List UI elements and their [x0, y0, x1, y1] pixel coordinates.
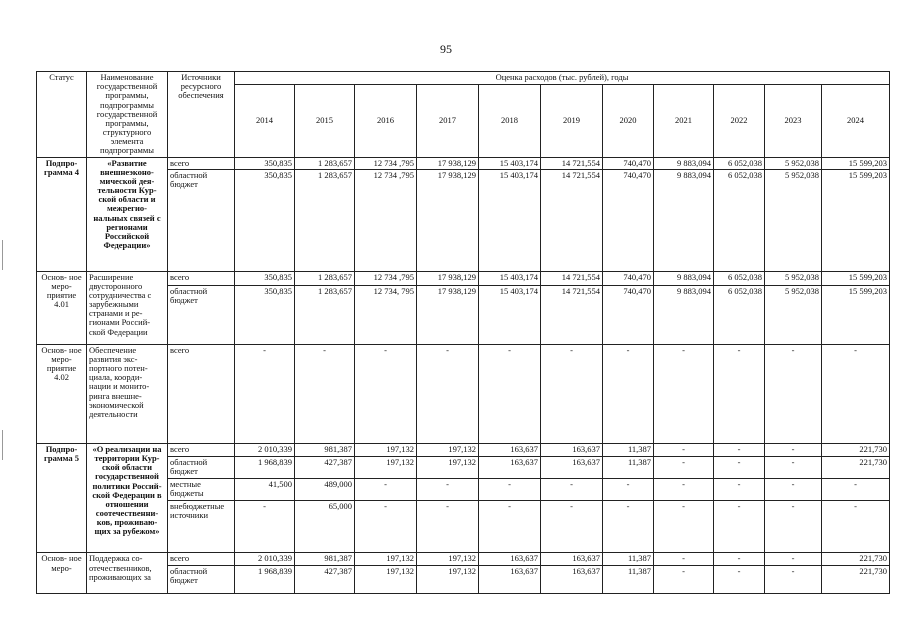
header-year: 2023	[765, 84, 822, 157]
value-cell: -	[479, 478, 541, 500]
value-cell: 65,000	[295, 501, 355, 553]
value-cell: -	[479, 501, 541, 553]
value-cell: 2 010,339	[235, 443, 295, 456]
value-cell: -	[417, 501, 479, 553]
value-cell: 41,500	[235, 478, 295, 500]
row-name: Обеспечение развития экс- портного потен- циала, коорди- нации и монито- ринга внешне- экономической деятельности	[87, 344, 168, 443]
table-row	[37, 157, 890, 170]
header-sources: Источники ресурсного обеспечения	[168, 72, 235, 158]
value-cell: 15 599,203	[822, 170, 890, 271]
value-cell: 1 283,657	[295, 271, 355, 286]
value-cell: 14 721,554	[541, 286, 603, 344]
value-cell: 14 721,554	[541, 271, 603, 286]
value-cell: 221,730	[822, 553, 890, 566]
row-status: Основ- ное меро- приятие 4.01	[37, 271, 87, 344]
row-source: внебюджетные источники	[168, 501, 235, 553]
value-cell: -	[765, 456, 822, 478]
value-cell: -	[714, 478, 765, 500]
value-cell: 163,637	[479, 456, 541, 478]
value-cell: -	[355, 344, 417, 443]
value-cell: -	[603, 501, 654, 553]
row-source: областной бюджет	[168, 170, 235, 271]
table-row	[37, 443, 890, 456]
value-cell: 197,132	[417, 566, 479, 594]
value-cell: 163,637	[541, 456, 603, 478]
value-cell: 5 952,038	[765, 170, 822, 271]
scan-edge-mark	[2, 240, 3, 270]
row-status: Подпро- грамма 5	[37, 443, 87, 552]
value-cell: 1 283,657	[295, 157, 355, 170]
value-cell: 2 010,339	[235, 553, 295, 566]
value-cell: 740,470	[603, 170, 654, 271]
value-cell: 9 883,094	[654, 157, 714, 170]
value-cell: 489,000	[295, 478, 355, 500]
value-cell: -	[654, 478, 714, 500]
value-cell: 197,132	[355, 456, 417, 478]
header-name: Наименование государственной программы, подпрограммы государственной программы, структурного элемента подпрограммы	[87, 72, 168, 158]
value-cell: -	[765, 553, 822, 566]
value-cell: -	[603, 478, 654, 500]
value-cell: 17 938,129	[417, 271, 479, 286]
value-cell: 163,637	[479, 566, 541, 594]
value-cell: -	[765, 443, 822, 456]
row-source: местные бюджеты	[168, 478, 235, 500]
value-cell: 163,637	[541, 566, 603, 594]
value-cell: 6 052,038	[714, 170, 765, 271]
value-cell: -	[541, 478, 603, 500]
value-cell: 740,470	[603, 157, 654, 170]
value-cell: 15 403,174	[479, 286, 541, 344]
row-source: всего	[168, 157, 235, 170]
header-year: 2021	[654, 84, 714, 157]
value-cell: -	[714, 566, 765, 594]
value-cell: -	[714, 501, 765, 553]
row-status: Подпро- грамма 4	[37, 157, 87, 271]
table-row	[37, 271, 890, 286]
value-cell: 15 403,174	[479, 271, 541, 286]
value-cell: -	[295, 344, 355, 443]
value-cell: 350,835	[235, 271, 295, 286]
header-year: 2018	[479, 84, 541, 157]
value-cell: -	[822, 501, 890, 553]
value-cell: 14 721,554	[541, 170, 603, 271]
value-cell: 11,387	[603, 566, 654, 594]
value-cell: 427,387	[295, 456, 355, 478]
value-cell: 197,132	[355, 443, 417, 456]
row-source: всего	[168, 271, 235, 286]
header-estimate: Оценка расходов (тыс. рублей), годы	[235, 72, 890, 85]
header-year: 2020	[603, 84, 654, 157]
value-cell: 163,637	[479, 553, 541, 566]
value-cell: 12 734 ,795	[355, 271, 417, 286]
value-cell: 15 403,174	[479, 157, 541, 170]
table-row	[37, 553, 890, 566]
value-cell: 14 721,554	[541, 157, 603, 170]
value-cell: 221,730	[822, 443, 890, 456]
table-row	[37, 344, 890, 443]
value-cell: -	[765, 501, 822, 553]
value-cell: 5 952,038	[765, 157, 822, 170]
value-cell: 1 283,657	[295, 170, 355, 271]
value-cell: -	[654, 456, 714, 478]
value-cell: -	[235, 501, 295, 553]
row-source: всего	[168, 553, 235, 566]
value-cell: 197,132	[417, 456, 479, 478]
header-year: 2019	[541, 84, 603, 157]
row-name: Поддержка со- отечественников, проживающих за	[87, 553, 168, 594]
value-cell: -	[417, 478, 479, 500]
value-cell: 12 734, 795	[355, 286, 417, 344]
value-cell: 17 938,129	[417, 286, 479, 344]
value-cell: 1 283,657	[295, 286, 355, 344]
value-cell: -	[603, 344, 654, 443]
value-cell: 163,637	[541, 553, 603, 566]
value-cell: 197,132	[355, 566, 417, 594]
value-cell: 11,387	[603, 553, 654, 566]
value-cell: 981,387	[295, 553, 355, 566]
value-cell: 6 052,038	[714, 286, 765, 344]
value-cell: -	[417, 344, 479, 443]
value-cell: 9 883,094	[654, 170, 714, 271]
row-source: областной бюджет	[168, 566, 235, 594]
value-cell: 12 734 ,795	[355, 157, 417, 170]
value-cell: -	[355, 478, 417, 500]
value-cell: -	[714, 443, 765, 456]
value-cell: 5 952,038	[765, 271, 822, 286]
value-cell: -	[654, 443, 714, 456]
value-cell: 427,387	[295, 566, 355, 594]
row-name: Расширение двусторонного сотрудничества с зарубежными странами и ре- гионами Россий- ской Федерации	[87, 271, 168, 344]
row-status: Основ- ное меро-	[37, 553, 87, 594]
value-cell: 350,835	[235, 286, 295, 344]
value-cell: 221,730	[822, 566, 890, 594]
expenditure-table	[36, 71, 890, 594]
value-cell: -	[714, 344, 765, 443]
value-cell: 350,835	[235, 170, 295, 271]
value-cell: 981,387	[295, 443, 355, 456]
value-cell: -	[654, 344, 714, 443]
value-cell: -	[654, 566, 714, 594]
row-source: всего	[168, 344, 235, 443]
value-cell: -	[822, 344, 890, 443]
value-cell: -	[654, 501, 714, 553]
value-cell: -	[822, 478, 890, 500]
row-name: «О реализации на территории Кур- ской области государственной политики Россий- ской Федерации в отношении соотечественни- ков, проживаю- щих за рубежом»	[87, 443, 168, 552]
value-cell: -	[654, 553, 714, 566]
value-cell: -	[479, 344, 541, 443]
value-cell: 17 938,129	[417, 157, 479, 170]
value-cell: 9 883,094	[654, 286, 714, 344]
value-cell: 6 052,038	[714, 157, 765, 170]
value-cell: -	[541, 344, 603, 443]
value-cell: 1 968,839	[235, 456, 295, 478]
value-cell: -	[235, 344, 295, 443]
value-cell: 15 403,174	[479, 170, 541, 271]
value-cell: -	[714, 456, 765, 478]
page-number: 95	[440, 42, 452, 56]
value-cell: 350,835	[235, 157, 295, 170]
value-cell: -	[541, 501, 603, 553]
value-cell: 163,637	[541, 443, 603, 456]
value-cell: -	[355, 501, 417, 553]
value-cell: -	[765, 344, 822, 443]
header-year: 2014	[235, 84, 295, 157]
value-cell: 11,387	[603, 443, 654, 456]
header-status: Статус	[37, 72, 87, 158]
value-cell: 1 968,839	[235, 566, 295, 594]
value-cell: 9 883,094	[654, 271, 714, 286]
value-cell: 5 952,038	[765, 286, 822, 344]
value-cell: 221,730	[822, 456, 890, 478]
value-cell: 197,132	[355, 553, 417, 566]
value-cell: 15 599,203	[822, 286, 890, 344]
header-year: 2015	[295, 84, 355, 157]
value-cell: 6 052,038	[714, 271, 765, 286]
value-cell: 17 938,129	[417, 170, 479, 271]
row-name: «Развитие внешнеэконо- мической дея- тельности Кур- ской области и межрегио- нальных связей с регионами Российской Федерации»	[87, 157, 168, 271]
header-year: 2022	[714, 84, 765, 157]
value-cell: 740,470	[603, 271, 654, 286]
value-cell: 197,132	[417, 443, 479, 456]
value-cell: -	[765, 566, 822, 594]
scan-edge-mark	[2, 430, 3, 460]
value-cell: 15 599,203	[822, 157, 890, 170]
value-cell: 11,387	[603, 456, 654, 478]
header-year: 2016	[355, 84, 417, 157]
value-cell: 197,132	[417, 553, 479, 566]
value-cell: -	[714, 553, 765, 566]
row-status: Основ- ное меро- приятие 4.02	[37, 344, 87, 443]
value-cell: 740,470	[603, 286, 654, 344]
value-cell: -	[765, 478, 822, 500]
value-cell: 15 599,203	[822, 271, 890, 286]
row-source: областной бюджет	[168, 286, 235, 344]
value-cell: 12 734 ,795	[355, 170, 417, 271]
header-year: 2017	[417, 84, 479, 157]
row-source: всего	[168, 443, 235, 456]
row-source: областной бюджет	[168, 456, 235, 478]
header-year: 2024	[822, 84, 890, 157]
value-cell: 163,637	[479, 443, 541, 456]
